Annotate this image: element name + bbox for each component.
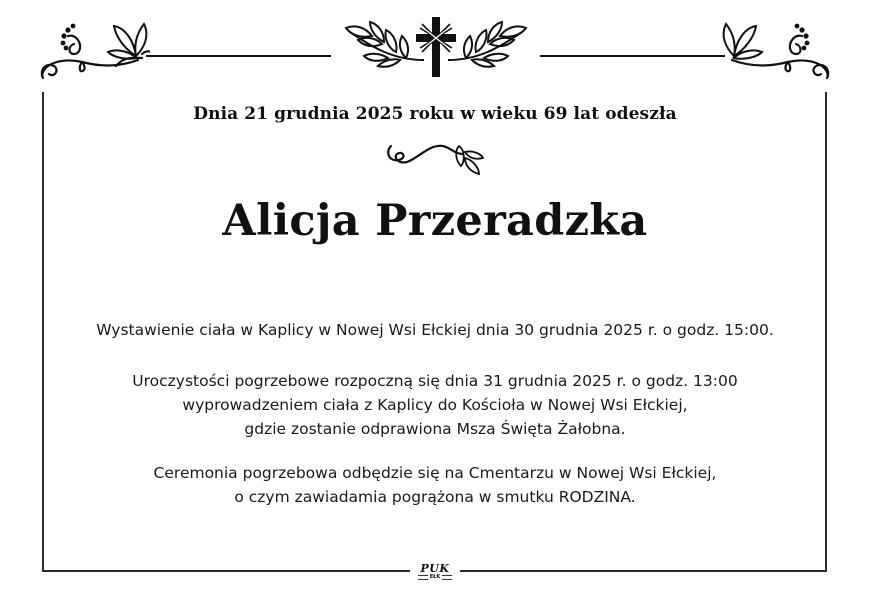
text-line: Uroczystości pogrzebowe rozpoczną się dnia 31 grudnia 2025 r. o godz. 13:00: [132, 372, 738, 390]
floral-corner-ornament-icon: [720, 18, 832, 84]
logo-bar-right: [442, 575, 452, 580]
vine-leaf-divider-icon: [385, 140, 485, 176]
logo-main-text: PUK: [420, 562, 450, 575]
deceased-name: Alicja Przeradzka: [222, 196, 648, 246]
text-line: o czym zawiadamia pogrążona w smutku RODZINA.: [234, 488, 636, 506]
text-line: gdzie zostanie odprawiona Msza Święta Żałobna.: [244, 420, 626, 438]
top-rule-right: [540, 55, 725, 57]
top-rule-left: [146, 55, 331, 57]
text-line: wyprowadzeniem ciała z Kaplicy do Kościoła w Nowej Wsi Ełckiej,: [182, 396, 688, 414]
puk-logo: [412, 563, 458, 580]
logo-sub-text: EŁK: [429, 574, 441, 580]
frame-border-bottom-right: [460, 570, 827, 572]
paragraph-ceremony: [0, 369, 870, 441]
paragraph-viewing: [0, 318, 870, 342]
frame-border-bottom-left: [42, 570, 410, 572]
logo-bar-left: [418, 575, 428, 580]
cross-with-laurel-icon: [336, 14, 536, 80]
logo-sub-row: [412, 574, 458, 580]
floral-corner-ornament-icon: [38, 18, 150, 84]
paragraph-burial: [0, 461, 870, 509]
text-line: Ceremonia pogrzebowa odbędzie się na Cmentarzu w Nowej Wsi Ełckiej,: [153, 464, 717, 482]
announcement-text: Dnia 21 grudnia 2025 roku w wieku 69 lat odeszła: [193, 104, 677, 124]
text-line: Wystawienie ciała w Kaplicy w Nowej Wsi Ełckiej dnia 30 grudnia 2025 r. o godz. 15:00.: [96, 321, 774, 339]
